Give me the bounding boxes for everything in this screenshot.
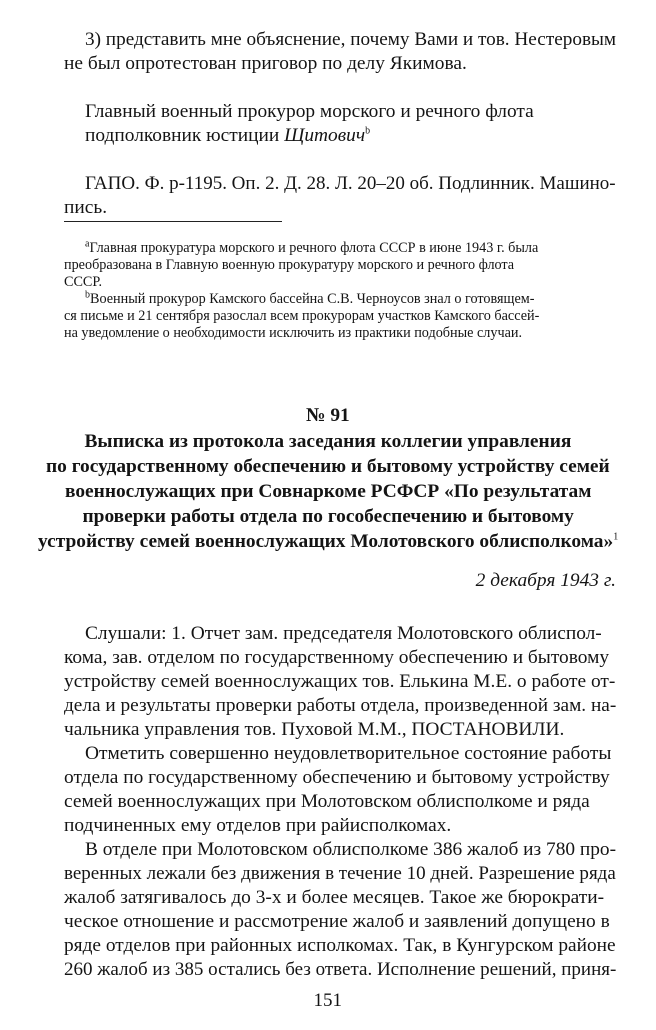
document-number: № 91: [306, 405, 350, 426]
paragraph-1-line-5: чальника управления тов. Пуховой М.М., ПОСТАНОВИЛИ.: [64, 719, 565, 740]
paragraph-2-line-4: подчиненных ему отделов при райисполкомах.: [64, 815, 452, 836]
signature-line-1: Главный военный прокурор морского и речного флота: [85, 101, 534, 122]
paragraph-3-line-6: 260 жалоб из 385 остались без ответа. Исполнение решений, приня-: [64, 959, 617, 980]
footnote-a-text: Главная прокуратура морского и речного флота СССР в июне 1943 г. была: [89, 240, 539, 256]
paragraph-1-line-1: Слушали: 1. Отчет зам. председателя Молотовского облиспол-: [85, 623, 602, 644]
document-date: 2 декабря 1943 г.: [475, 570, 616, 591]
paragraph-2-line-1: Отметить совершенно неудовлетворительное состояние работы: [85, 743, 612, 764]
signature-line-2: [85, 124, 370, 148]
top-paragraph-line-1: 3) представить мне объяснение, почему Вами и тов. Нестеровым: [85, 29, 617, 50]
paragraph-1-line-4: дела и результаты проверки работы отдела, произведенной зам. на-: [64, 695, 617, 716]
document-title-line-1: Выписка из протокола заседания коллегии управления: [84, 431, 572, 452]
paragraph-3-line-1: В отделе при Молотовском облисполкоме 386 жалоб из 780 про-: [85, 839, 617, 860]
top-paragraph-line-2: не был опротестован приговор по делу Якимова.: [64, 53, 467, 74]
paragraph-3-line-2: веренных лежали без движения в течение 10 дней. Разрешение ряда: [64, 863, 616, 884]
footnote-a-line-1: [85, 240, 538, 257]
document-title-line-5: [38, 530, 618, 554]
document-title-text: устройству семей военнослужащих Молотовского облисполкома»: [38, 531, 614, 552]
signature-name: Щитович: [284, 125, 366, 146]
footnote-b-mark: b: [85, 289, 90, 301]
footnote-b-text: Военный прокурор Камского бассейна С.В. Черноусов знал о готовящем-: [90, 291, 535, 307]
document-title-line-3: военнослужащих при Совнаркоме РСФСР «По результатам: [65, 481, 592, 502]
paragraph-2-line-3: семей военнослужащих при Молотовском облисполкоме и ряда: [64, 791, 590, 812]
footnote-b-line-3: на уведомление о необходимости исключить из практики подобные случаи.: [64, 325, 523, 341]
paragraph-3-line-4: ческое отношение и рассмотрение жалоб и заявлений допущено в: [64, 911, 610, 932]
footnote-mark-b: b: [365, 125, 371, 137]
paragraph-3-line-3: жалоб затягивалось до 3-х и более месяцев. Такое же бюрократи-: [64, 887, 605, 908]
paragraph-1-line-2: кома, зав. отделом по государственному обеспечению и бытовому: [64, 647, 610, 668]
footnote-a-mark: a: [85, 238, 90, 250]
footnote-a-line-3: СССР.: [64, 274, 103, 290]
signature-rank: подполковник юстиции: [85, 125, 285, 146]
document-title-line-4: проверки работы отдела по гособеспечению и бытовому: [82, 506, 574, 527]
footnote-b-line-1: [85, 291, 535, 308]
title-note-mark: 1: [613, 531, 619, 543]
archive-reference-line-2: пись.: [64, 197, 108, 218]
footnote-separator: [64, 221, 282, 222]
paragraph-2-line-2: отдела по государственному обеспечению и бытовому устройству: [64, 767, 610, 788]
document-title-line-2: по государственному обеспечению и бытовому устройству семей: [46, 456, 610, 477]
footnote-b-line-2: ся письме и 21 сентября разослал всем прокурорам участков Камского бассей-: [64, 308, 540, 324]
paragraph-3-line-5: ряде отделов при районных исполкомах. Так, в Кунгурском районе: [64, 935, 616, 956]
paragraph-1-line-3: устройству семей военнослужащих тов. Елькина М.Е. о работе от-: [64, 671, 616, 692]
footnote-a-line-2: преобразована в Главную военную прокуратуру морского и речного флота: [64, 257, 515, 273]
page-number: 151: [313, 990, 342, 1011]
archive-reference-line-1: ГАПО. Ф. р-1195. Оп. 2. Д. 28. Л. 20–20 об. Подлинник. Машино-: [85, 173, 616, 194]
